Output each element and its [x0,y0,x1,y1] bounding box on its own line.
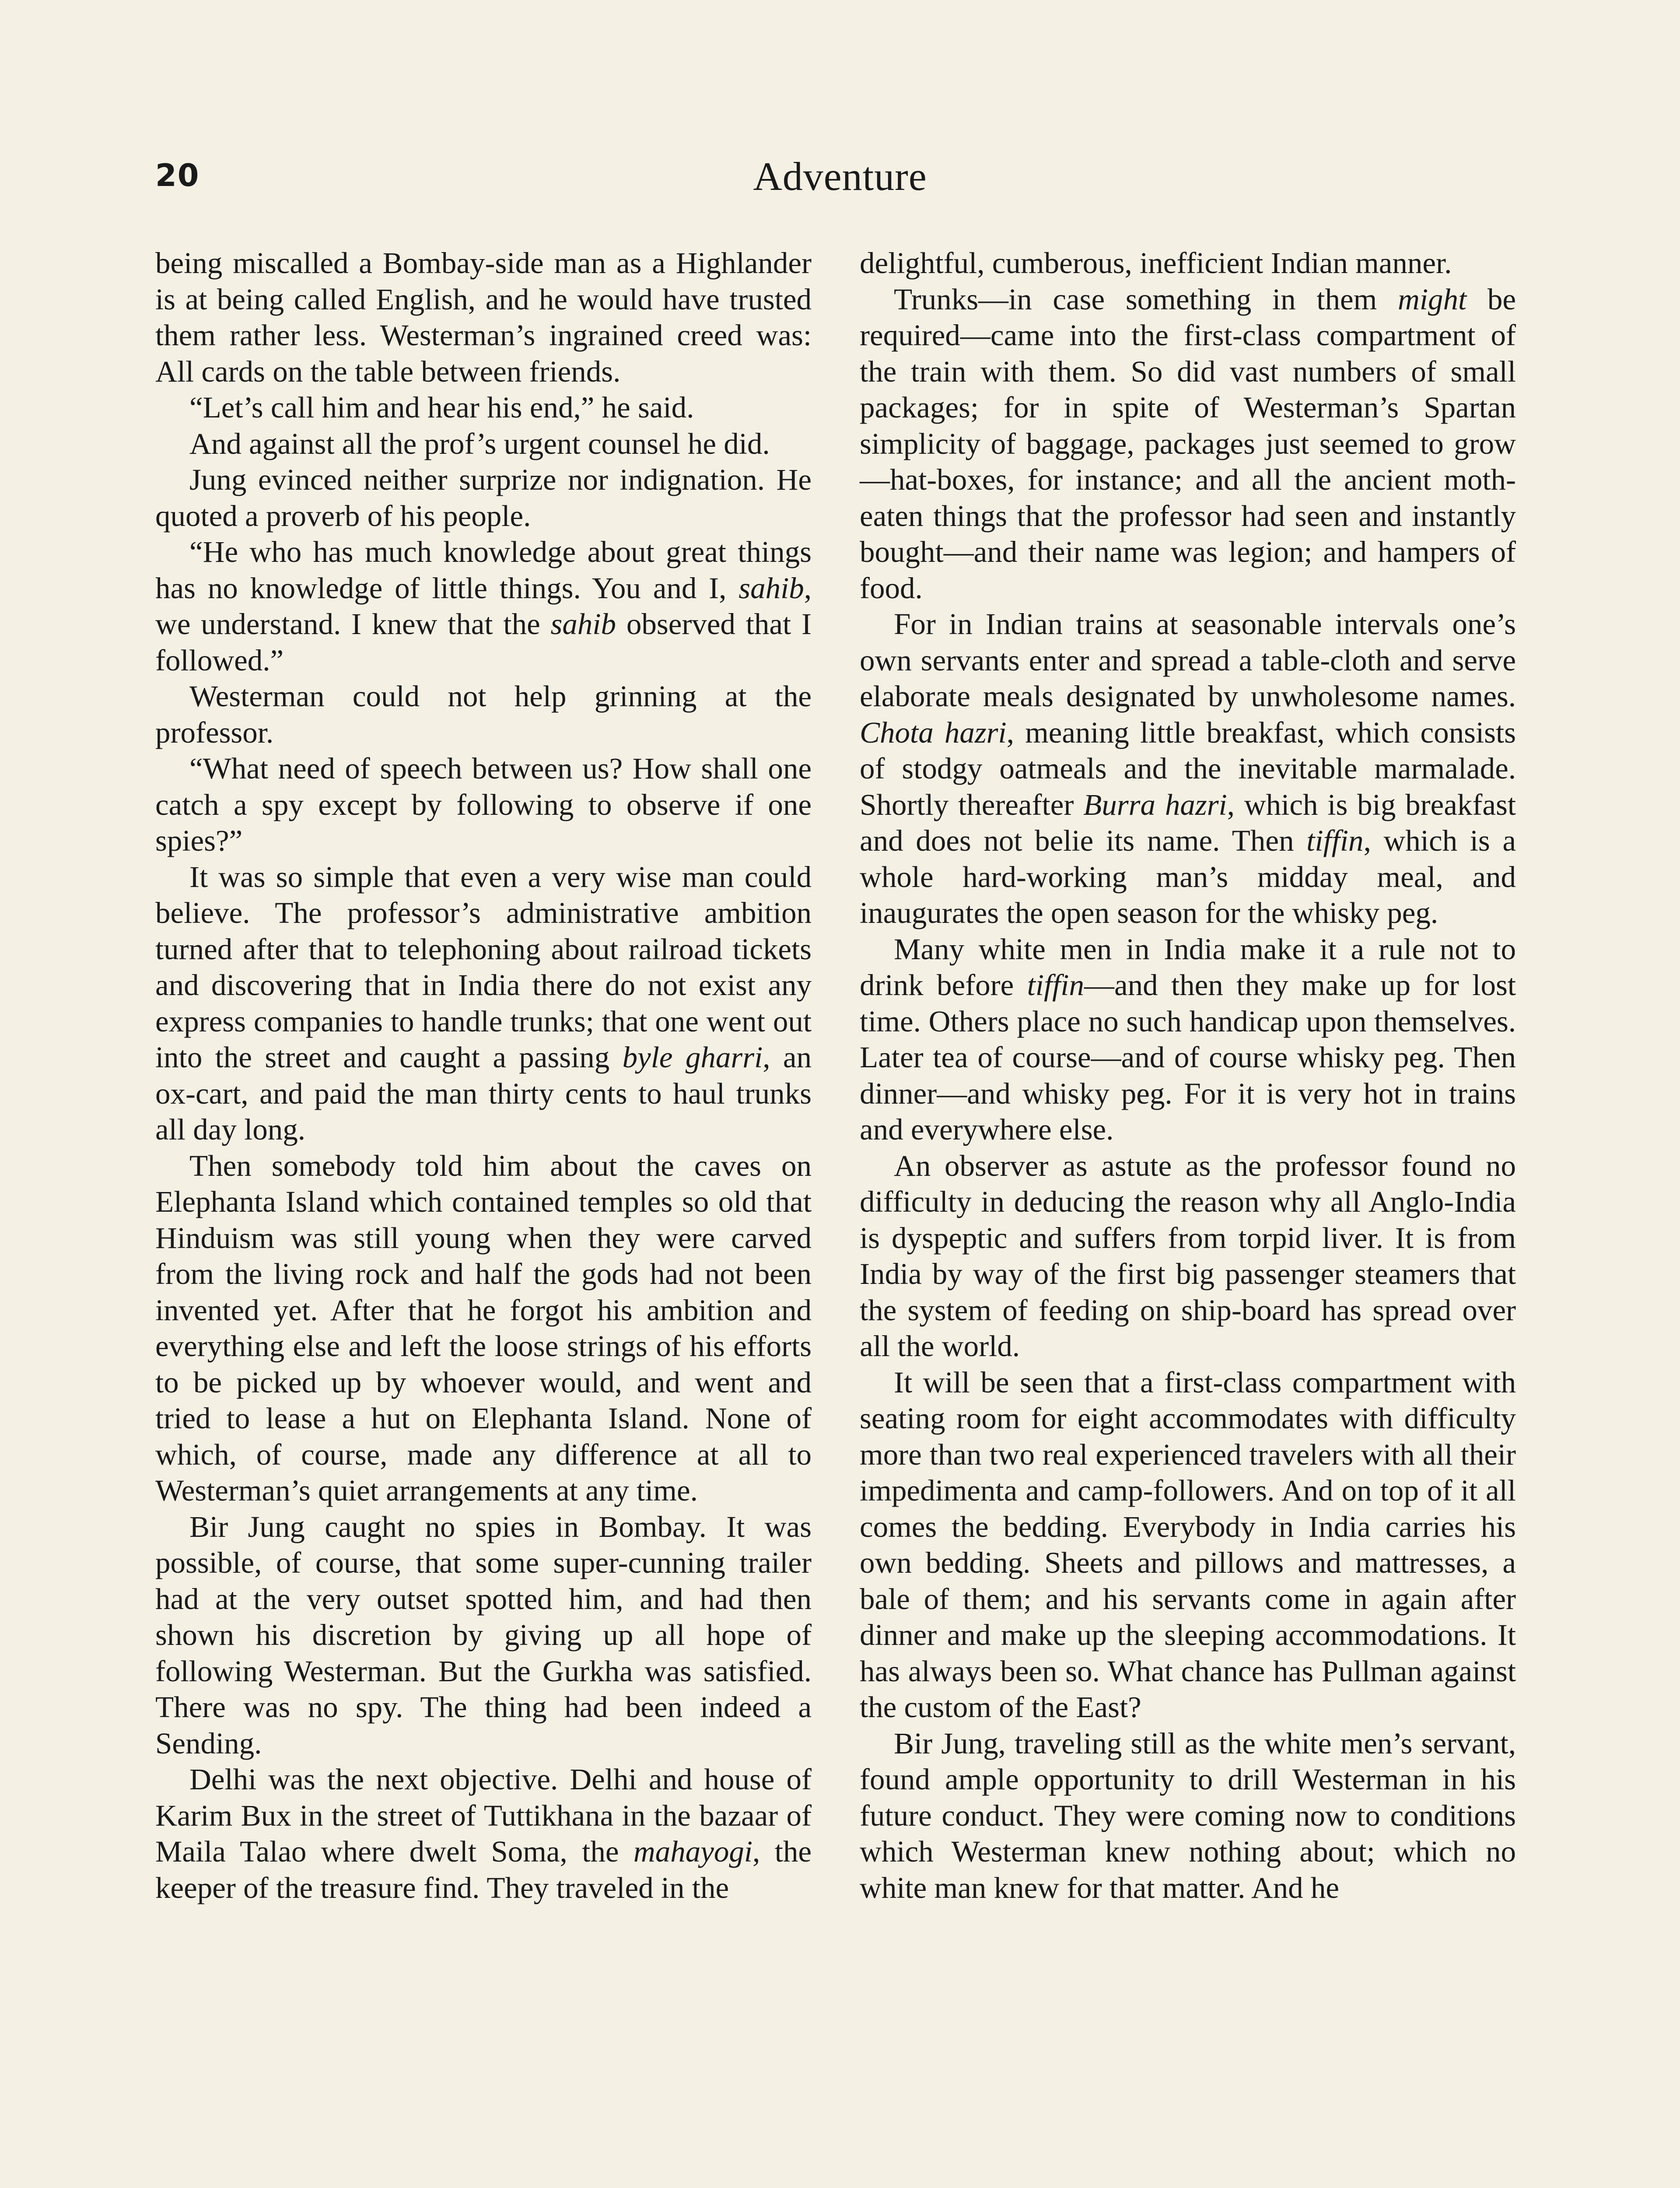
text-run: Bir Jung caught no spies in Bombay. It was possible, of course, that some super-cunning trailer had at the very outset spotted him, and had then shown his discretion by giving up all hope of following Westerman. But the Gurkha was satisfied. There was no spy. The thing had been indeed a Sending. [155,1510,812,1760]
left-column [155,245,812,1906]
italic-text: Chota hazri [860,715,1007,749]
text-run: , meaning little breakfast, which consists of stodgy oatmeals and the inevitable marmalade. Shortly thereafter [860,715,1516,821]
text-run: , which is a whole hard-working man’s midday meal, and inaugurates the open season for the whisky peg. [860,824,1516,929]
text-run: For in Indian trains at seasonable intervals one’s own servants enter and spread a table-cloth and serve elaborate meals designated by unwholesome names. [860,607,1516,713]
text-run: delightful, cumberous, inefficient Indian manner. [860,246,1452,280]
text-run: It will be seen that a first-class compartment with seating room for eight accommodates with difficulty more than two real experienced travelers with all their impedimenta and camp-followers. And on top of it all comes the bedding. Everybody in India carries his own bedding. Sheets and pillows and mattresses, a bale of them; and his servants come in again after dinner and make up the sleeping accommodations. It has always been so. What chance has Pullman against the custom of the East? [860,1365,1516,1724]
page-number: 20 [155,158,200,193]
paragraph [860,1148,1516,1364]
paragraph [155,426,812,462]
paragraph [860,606,1516,931]
text-run: Jung evinced neither surprize nor indignation. He quoted a proverb of his people. [155,463,812,533]
text-run: Trunks—in case something in them [894,282,1398,316]
paragraph [155,750,812,859]
text-run: It was so simple that even a very wise man could believe. The professor’s administrative ambition turned after that to telephoning about railroad tickets and discovering that in India there do not exist any express companies to handle trunks; that one went out into the street and caught a passing [155,860,812,1074]
paragraph [155,245,812,389]
italic-text: tiffin [1027,968,1084,1002]
running-title: Adventure [753,154,927,199]
text-run: Many white men in India make it a rule not to drink before [860,932,1516,1002]
paragraph [155,534,812,678]
paragraph [860,931,1516,1148]
text-run: , an ox-cart, and paid the man thirty cents to haul trunks all day long. [155,1041,812,1146]
text-run: , the keeper of the treasure find. They traveled in the [155,1835,812,1904]
text-run: being miscalled a Bombay-side man as a Highlander is at being called English, and he would have trusted them rather less. Westerman’s ingrained creed was: All cards on the table between friends. [155,246,812,388]
text-run: be required—came into the first-class compartment of the train with them. So did vast numbers of small packages; for in spite of Westerman’s Spartan simplicity of baggage, packages just seemed to grow—hat-boxes, for instance; and all the ancient moth-eaten things that the professor had seen and instantly bought—and their name was legion; and hampers of food. [860,282,1516,605]
italic-text: tiffin [1306,824,1364,857]
text-run: , which is big breakfast and does not belie its name. Then [860,788,1516,857]
page-header [155,153,1525,214]
italic-text: might [1398,282,1467,316]
paragraph [860,281,1516,607]
italic-text: byle gharri [622,1041,763,1074]
text-run: Westerman could not help grinning at the professor. [155,680,812,749]
text-run: , we understand. I knew that the [155,571,812,641]
paragraph [155,859,812,1148]
text-run: Delhi was the next objective. Delhi and house of Karim Bux in the street of Tuttikhana in the bazaar of Maila Talao where dwelt Soma, the [155,1763,812,1868]
italic-text: sahib [738,571,804,605]
paragraph [155,1761,812,1906]
text-run: Bir Jung, traveling still as the white men’s servant, found ample opportunity to drill Westerman in his future conduct. They were coming now to conditions which Westerman knew nothing about; which no white man knew for that matter. And he [860,1726,1516,1904]
text-run: Then somebody told him about the caves on Elephanta Island which contained temples so old that Hinduism was still young when they were carved from the living rock and half the gods had not been invented yet. After that he forgot his ambition and everything else and left the loose strings of his efforts to be picked up by whoever would, and went and tried to lease a hut on Elephanta Island. None of which, of course, made any difference at all to Westerman’s quiet arrangements at any time. [155,1149,812,1507]
text-run: And against all the prof’s urgent counsel he did. [189,427,770,460]
paragraph [155,462,812,534]
italic-text: mahayogi [633,1835,753,1868]
text-run: “What need of speech between us? How shall one catch a spy except by following to observe if one spies?” [155,752,812,857]
paragraph [155,678,812,750]
paragraph [155,1148,812,1509]
paragraph [860,1364,1516,1725]
italic-text: sahib [550,607,616,641]
italic-text: Burra hazri [1083,788,1227,821]
paragraph [860,245,1516,281]
text-run: —and then they make up for lost time. Others place no such handicap upon themselves. Later tea of course—and of course whisky peg. Then dinner—and whisky peg. For it is very hot in trains and everywhere else. [860,968,1516,1146]
paragraph [860,1725,1516,1906]
text-run: observed that I followed.” [155,607,812,677]
text-run: An observer as astute as the professor found no difficulty in deducing the reason why all Anglo-India is dyspeptic and suffers from torpid liver. It is from India by way of the first big passenger steamers that the system of feeding on ship-board has spread over all the world. [860,1149,1516,1363]
text-run: “Let’s call him and hear his end,” he said. [189,391,694,424]
right-column [860,245,1516,1906]
paragraph [155,389,812,426]
paragraph [155,1509,812,1762]
text-run: “He who has much knowledge about great things has no knowledge of little things. You and I, [155,535,812,605]
